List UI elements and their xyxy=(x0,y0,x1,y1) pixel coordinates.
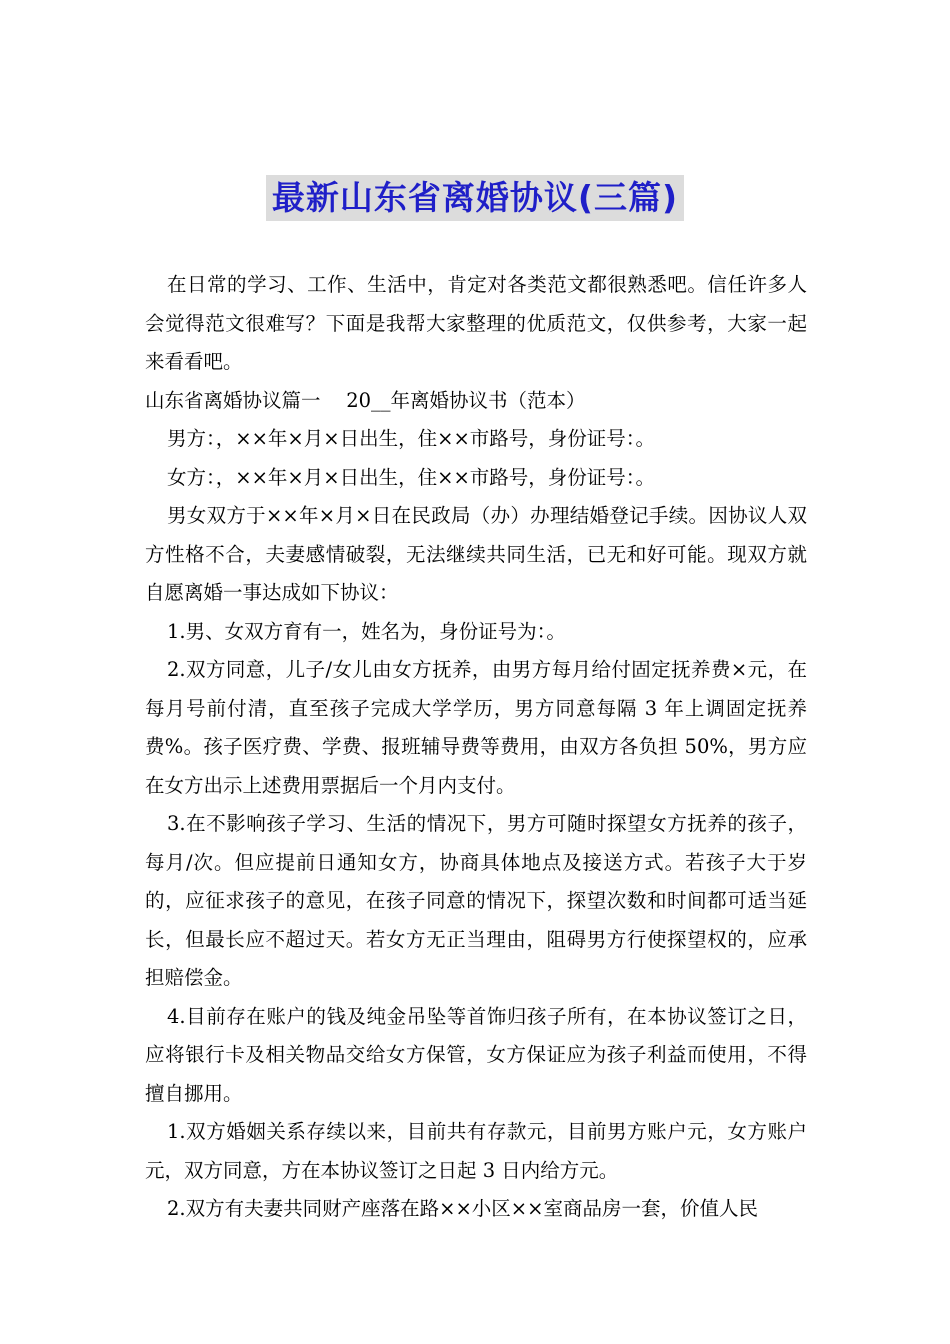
paragraph: 3.在不影响孩子学习、生活的情况下，男方可随时探望女方抚养的孩子，每月/次。但应提前日通知女方，协商具体地点及接送方式。若孩子大于岁的，应征求孩子的意见，在孩子同意的情况下，探望次数和时间都可适当延长，但最长应不超过天。若女方无正当理由，阻碍男方行使探望权的，应承担赔偿金。 xyxy=(145,812,807,989)
document-body xyxy=(145,266,807,1229)
title-container xyxy=(0,175,950,221)
document-title: 最新山东省离婚协议(三篇) xyxy=(266,175,684,221)
paragraph: 男女双方于××年×月×日在民政局（办）办理结婚登记手续。因协议人双方性格不合，夫妻感情破裂，无法继续共同生活，已无和好可能。现双方就自愿离婚一事达成如下协议： xyxy=(145,504,807,604)
paragraph: 女方：，××年×月×日出生，住××市路号，身份证号：。 xyxy=(167,465,656,489)
paragraph: 1.男、女双方育有一，姓名为，身份证号为：。 xyxy=(167,619,566,643)
paragraph: 山东省离婚协议篇一 20__年离婚协议书（范本） xyxy=(145,388,586,412)
paragraph: 在日常的学习、工作、生活中，肯定对各类范文都很熟悉吧。信任许多人会觉得范文很难写？下面是我帮大家整理的优质范文，仅供参考，大家一起来看看吧。 xyxy=(145,273,807,373)
paragraph: 男方：，××年×月×日出生，住××市路号，身份证号：。 xyxy=(167,427,656,450)
paragraph: 1.双方婚姻关系存续以来，目前共有存款元，目前男方账户元，女方账户元，双方同意，方在本协议签订之日起 3 日内给方元。 xyxy=(145,1120,807,1182)
paragraph: 2.双方同意，儿子/女儿由女方抚养，由男方每月给付固定抚养费×元，在每月号前付清，直至孩子完成大学学历，男方同意每隔 3 年上调固定抚养费%。孩子医疗费、学费、报班辅导费等费用，由双方各负担 50%，男方应在女方出示上述费用票据后一个月内支付。 xyxy=(145,658,807,797)
paragraph: 2.双方有夫妻共同财产座落在路××小区××室商品房一套，价值人民 xyxy=(167,1197,758,1220)
paragraph: 4.目前存在账户的钱及纯金吊坠等首饰归孩子所有，在本协议签订之日，应将银行卡及相关物品交给女方保管，女方保证应为孩子利益而使用，不得擅自挪用。 xyxy=(145,1004,807,1105)
